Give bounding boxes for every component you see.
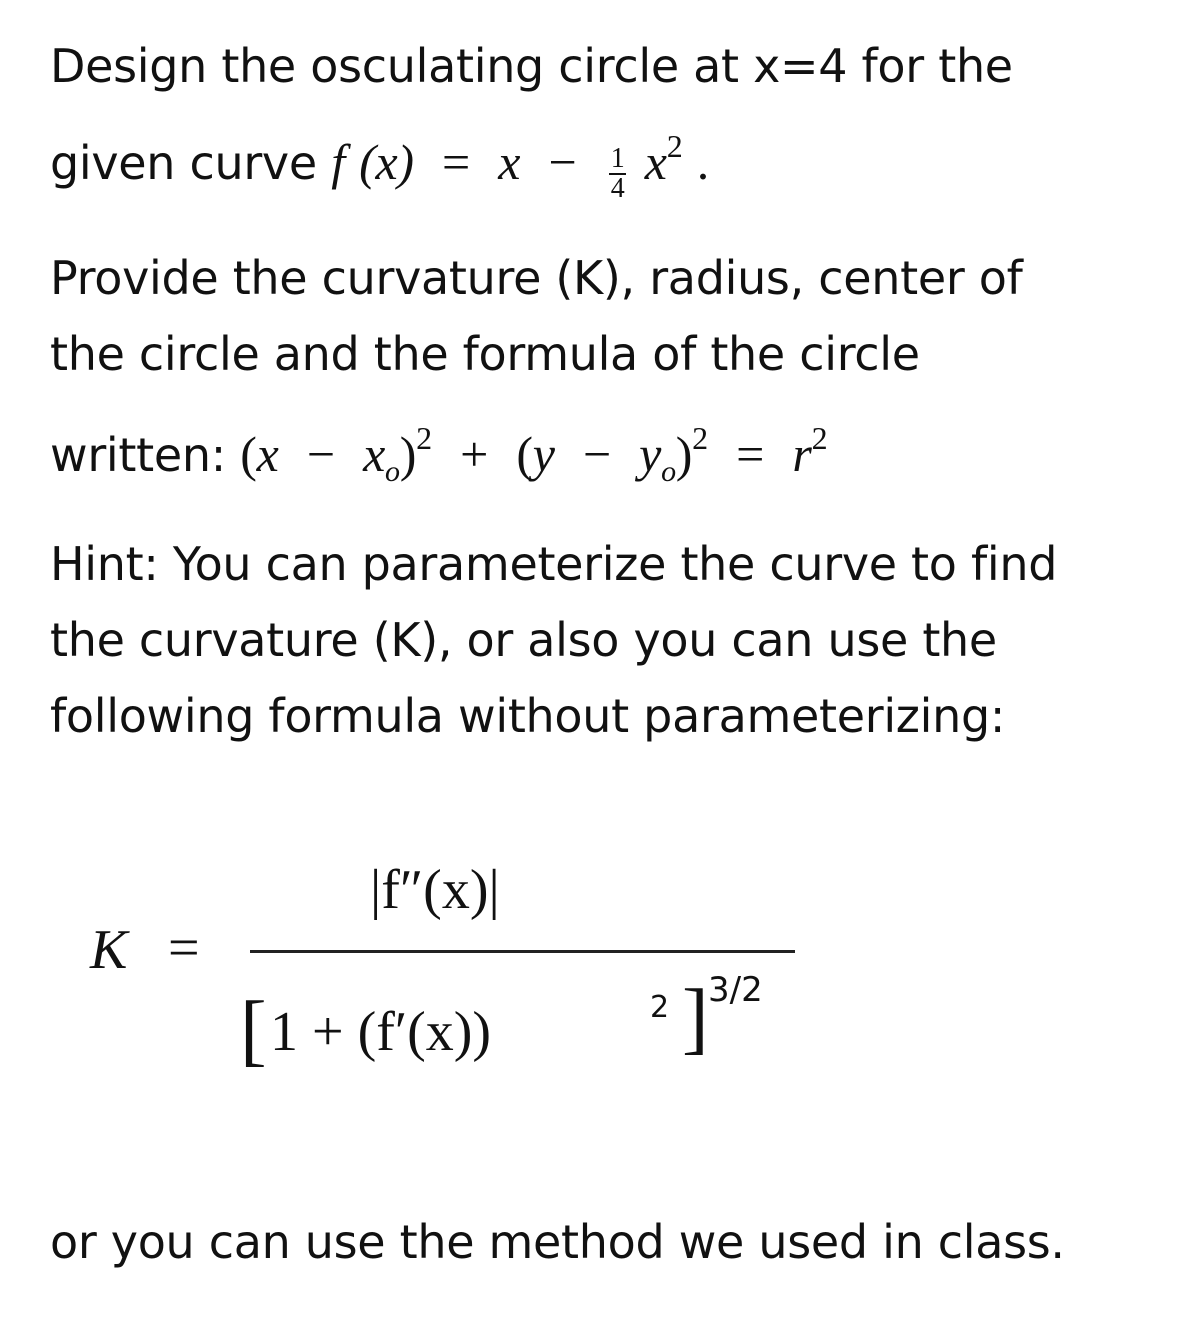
line5-text: written: bbox=[50, 428, 226, 482]
hint-line-3: following formula without parameterizing: bbox=[50, 689, 1006, 743]
exponent-sq-1: 2 bbox=[416, 420, 432, 456]
var-r: r bbox=[792, 426, 812, 482]
formula-denominator: 1 + (f′(x)) bbox=[270, 1001, 492, 1063]
curvature-formula bbox=[90, 850, 810, 1140]
formula-inner-exponent: 2 bbox=[650, 990, 670, 1025]
formula-k: K bbox=[90, 919, 128, 981]
equals-sign-2: = bbox=[736, 426, 765, 482]
exponent-2: 2 bbox=[666, 128, 683, 164]
fraction-one-quarter bbox=[609, 145, 627, 203]
func-arg: (x) bbox=[359, 134, 414, 190]
hint-line-1: Hint: You can parameterize the curve to find bbox=[50, 537, 1058, 591]
exponent-sq-3: 2 bbox=[811, 420, 828, 456]
formula-numerator: |f″(x)| bbox=[370, 859, 500, 921]
sub-o-y: o bbox=[661, 455, 676, 488]
formula-equals: = bbox=[168, 917, 200, 979]
term-x-squared: x bbox=[644, 134, 667, 190]
line2-text: given curve bbox=[50, 136, 317, 190]
problem-line-3: Provide the curvature (K), radius, center of bbox=[50, 251, 1023, 305]
fraction-denominator: 4 bbox=[610, 173, 625, 204]
var-y: y bbox=[532, 426, 555, 482]
problem-line-2 bbox=[50, 118, 709, 203]
paren-open-1: ( bbox=[240, 426, 257, 482]
var-x0: x bbox=[363, 426, 386, 482]
equals-sign: = bbox=[442, 134, 470, 190]
problem-line-5 bbox=[50, 410, 827, 500]
problem-line-4: the circle and the formula of the circle bbox=[50, 327, 920, 381]
sub-o-x: o bbox=[385, 455, 400, 488]
exponent-sq-2: 2 bbox=[692, 420, 708, 456]
problem-line-1: Design the osculating circle at x=4 for the bbox=[50, 39, 1013, 93]
hint-line-2: the curvature (K), or also you can use the bbox=[50, 613, 997, 667]
formula-outer-exponent: 3/2 bbox=[708, 970, 763, 1010]
closing-line: or you can use the method we used in class. bbox=[50, 1215, 1065, 1269]
fraction-bar bbox=[250, 950, 795, 953]
func-name: f bbox=[331, 134, 345, 190]
minus-sign-1: − bbox=[306, 426, 335, 482]
bracket-close: ] bbox=[682, 974, 709, 1062]
var-x: x bbox=[256, 426, 279, 482]
bracket-open: [ bbox=[240, 986, 267, 1074]
term-x: x bbox=[498, 134, 521, 190]
paren-open-2: ( bbox=[516, 426, 533, 482]
minus-sign-2: − bbox=[582, 426, 611, 482]
var-y0: y bbox=[639, 426, 662, 482]
paren-close-2: ) bbox=[675, 426, 693, 482]
fraction-numerator: 1 bbox=[610, 143, 625, 174]
period: . bbox=[696, 134, 709, 190]
paren-close-1: ) bbox=[399, 426, 417, 482]
plus-sign: + bbox=[460, 426, 489, 482]
minus-sign: − bbox=[548, 134, 577, 190]
